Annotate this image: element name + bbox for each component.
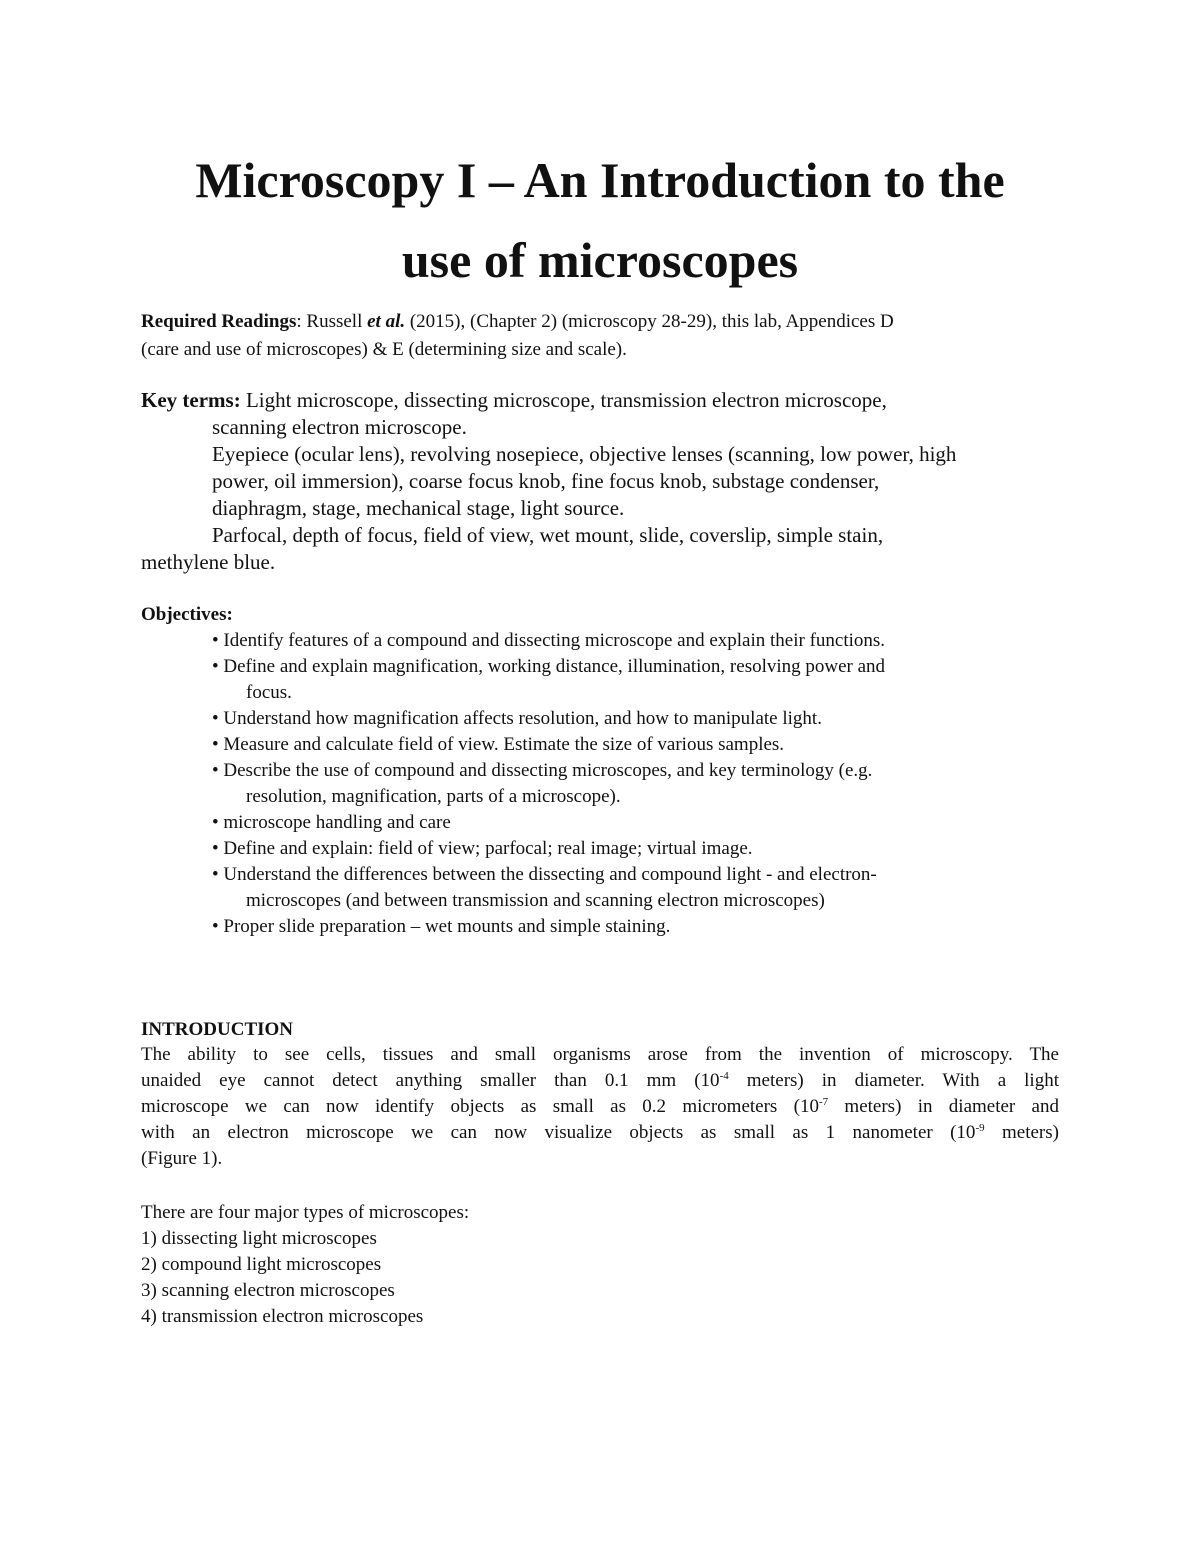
- introduction-paragraph: The ability to see cells, tissues and small organisms arose from the invention of microscopy. The unaided eye cannot detect anything smaller than 0.1 mm ($10^{-4}$ meters) in diameter. With a light microscope we can now identify objects as small as 0.2 micrometers ($10^{-7}$ meters) in diameter and with an electron microscope we can now visualize objects as small as 1 nanometer ($10^{-9}$ meters) (Figure 1).: [141, 1044, 1059, 1169]
- key-terms-line-7: methylene blue.: [141, 550, 276, 574]
- microscope-type-item: 3) scanning electron microscopes: [141, 1280, 395, 1301]
- objective-item: • Understand the differences between the dissecting and compound light - and electron-: [212, 864, 877, 885]
- title-line-2: use of microscopes: [401, 232, 799, 288]
- microscope-type-item: 4) transmission electron microscopes: [141, 1306, 424, 1327]
- objective-item-continued: microscopes (and between transmission and scanning electron microscopes): [246, 890, 825, 911]
- objective-item: • Measure and calculate field of view. Estimate the size of various samples.: [212, 734, 785, 755]
- microscope-types-intro: There are four major types of microscopes:: [141, 1202, 470, 1223]
- title-line-1: Microscopy I – An Introduction to the: [195, 152, 1005, 208]
- key-terms-line-3: Eyepiece (ocular lens), revolving nosepiece, objective lenses (scanning, low power, high: [212, 442, 957, 466]
- key-terms-line-5: diaphragm, stage, mechanical stage, light source.: [212, 496, 625, 520]
- introduction-heading: INTRODUCTION: [141, 1019, 294, 1040]
- key-terms-label: Key terms:: [141, 388, 241, 412]
- microscope-type-item: 2) compound light microscopes: [141, 1254, 382, 1275]
- objective-item-continued: focus.: [246, 682, 292, 703]
- required-readings-line-2: (care and use of microscopes) & E (determining size and scale).: [141, 339, 627, 360]
- objective-item: • Understand how magnification affects resolution, and how to manipulate light.: [212, 708, 822, 729]
- key-terms-line-1: Key terms: Light microscope, dissecting microscope, transmission electron microscope,: [141, 388, 887, 412]
- required-readings-label: Required Readings: [141, 311, 297, 332]
- objective-item: • microscope handling and care: [212, 812, 451, 833]
- required-readings-line-1: Required Readings: Russell et al. (2015), (Chapter 2) (microscopy 28-29), this lab, Appendices D: [141, 311, 894, 332]
- key-terms-line-6: Parfocal, depth of focus, field of view, wet mount, slide, coverslip, simple stain,: [212, 523, 884, 547]
- et-al: et al.: [367, 311, 406, 332]
- objectives-label: Objectives:: [141, 604, 233, 625]
- key-terms-line-2: scanning electron microscope.: [212, 415, 467, 439]
- objective-item: • Describe the use of compound and dissecting microscopes, and key terminology (e.g.: [212, 760, 873, 781]
- objective-item: • Define and explain: field of view; parfocal; real image; virtual image.: [212, 838, 753, 859]
- objective-item: • Define and explain magnification, working distance, illumination, resolving power and: [212, 656, 886, 677]
- page-title: [100, 140, 1100, 300]
- key-terms-line-4: power, oil immersion), coarse focus knob, fine focus knob, substage condenser,: [212, 469, 880, 493]
- microscope-type-item: 1) dissecting light microscopes: [141, 1228, 377, 1249]
- objective-item-continued: resolution, magnification, parts of a microscope).: [246, 786, 621, 807]
- objective-item: • Proper slide preparation – wet mounts and simple staining.: [212, 916, 671, 937]
- objective-item: • Identify features of a compound and dissecting microscope and explain their functions.: [212, 630, 886, 651]
